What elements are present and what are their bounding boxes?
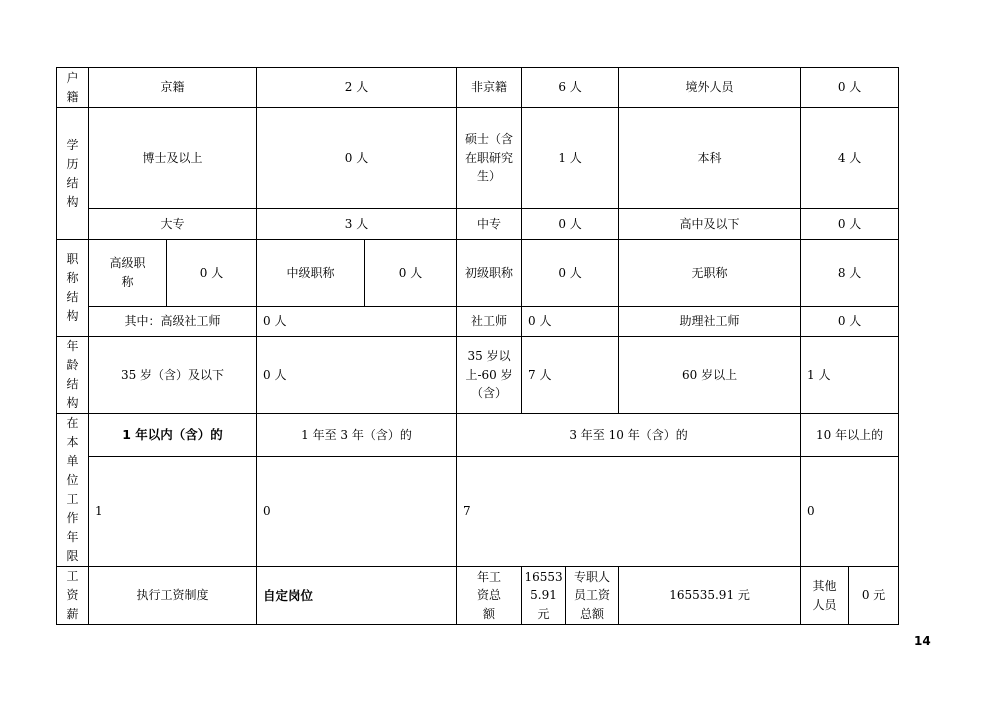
annual-salary-value: 165535.91 元 xyxy=(522,567,566,625)
salary-row xyxy=(57,567,899,625)
overseas-value: 0 人 xyxy=(801,68,899,108)
junior-title-label: 初级职称 xyxy=(457,240,522,307)
title-row-1 xyxy=(57,240,899,307)
overseas-label: 境外人员 xyxy=(619,68,801,108)
age-under35-value: 0 人 xyxy=(257,337,457,414)
master-value: 1 人 xyxy=(522,108,619,209)
junior-title-value: 0 人 xyxy=(522,240,619,307)
tenure-3-10y-value: 7 xyxy=(457,456,801,566)
staff-statistics-table xyxy=(56,67,899,625)
beijing-value: 2 人 xyxy=(257,68,457,108)
tenure-over-10y-label: 10 年以上的 xyxy=(801,414,899,457)
senior-social-worker-value: 0 人 xyxy=(257,307,457,337)
tenure-within-1y-label: 1 年以内（含）的 xyxy=(89,414,257,457)
college-value: 3 人 xyxy=(257,209,457,240)
secondary-value: 0 人 xyxy=(522,209,619,240)
no-title-value: 8 人 xyxy=(801,240,899,307)
page-number: 14 xyxy=(914,634,931,648)
senior-title-value: 0 人 xyxy=(167,240,257,307)
college-label: 大专 xyxy=(89,209,257,240)
salary-system-value: 自定岗位 xyxy=(257,567,457,625)
education-row-1 xyxy=(57,108,899,209)
non-beijing-label: 非京籍 xyxy=(457,68,522,108)
beijing-label: 京籍 xyxy=(89,68,257,108)
title-row-2 xyxy=(57,307,899,337)
social-worker-value: 0 人 xyxy=(522,307,619,337)
assistant-social-worker-label: 助理社工师 xyxy=(619,307,801,337)
bachelor-label: 本科 xyxy=(619,108,801,209)
master-label: 硕士（含在职研究生） xyxy=(457,108,522,209)
salary-system-label: 执行工资制度 xyxy=(89,567,257,625)
tenure-3-10y-label: 3 年至 10 年（含）的 xyxy=(457,414,801,457)
education-row-2 xyxy=(57,209,899,240)
household-row xyxy=(57,68,899,108)
age-row xyxy=(57,337,899,414)
salary-header: 工资薪 xyxy=(57,567,89,625)
fulltime-salary-label: 专职人员工资总额 xyxy=(566,567,619,625)
tenure-1-3y-label: 1 年至 3 年（含）的 xyxy=(257,414,457,457)
age-over60-value: 1 人 xyxy=(801,337,899,414)
annual-salary-label: 年工资总额 xyxy=(457,567,522,625)
secondary-label: 中专 xyxy=(457,209,522,240)
fulltime-salary-value: 165535.91 元 xyxy=(619,567,801,625)
tenure-1-3y-value: 0 xyxy=(257,456,457,566)
tenure-header: 在本单位工作年限 xyxy=(57,414,89,567)
tenure-header-row xyxy=(57,414,899,457)
phd-value: 0 人 xyxy=(257,108,457,209)
age-35-60-value: 7 人 xyxy=(522,337,619,414)
highschool-label: 高中及以下 xyxy=(619,209,801,240)
senior-title-label: 高级职称 xyxy=(89,240,167,307)
age-over60-label: 60 岁以上 xyxy=(619,337,801,414)
bachelor-value: 4 人 xyxy=(801,108,899,209)
phd-label: 博士及以上 xyxy=(89,108,257,209)
age-35-60-label: 35 岁以上-60 岁（含） xyxy=(457,337,522,414)
age-header: 年龄结构 xyxy=(57,337,89,414)
mid-title-label: 中级职称 xyxy=(257,240,365,307)
social-worker-label: 社工师 xyxy=(457,307,522,337)
tenure-value-row xyxy=(57,456,899,566)
tenure-within-1y-value: 1 xyxy=(89,456,257,566)
no-title-label: 无职称 xyxy=(619,240,801,307)
household-header: 户籍 xyxy=(57,68,89,108)
tenure-over-10y-value: 0 xyxy=(801,456,899,566)
mid-title-value: 0 人 xyxy=(365,240,457,307)
other-staff-label: 其他人员 xyxy=(801,567,849,625)
highschool-value: 0 人 xyxy=(801,209,899,240)
senior-social-worker-label: 其中：高级社工师 xyxy=(89,307,257,337)
title-structure-header: 职称结构 xyxy=(57,240,89,337)
non-beijing-value: 6 人 xyxy=(522,68,619,108)
education-header: 学历结构 xyxy=(57,108,89,240)
age-under35-label: 35 岁（含）及以下 xyxy=(89,337,257,414)
assistant-social-worker-value: 0 人 xyxy=(801,307,899,337)
other-staff-value: 0 元 xyxy=(849,567,899,625)
